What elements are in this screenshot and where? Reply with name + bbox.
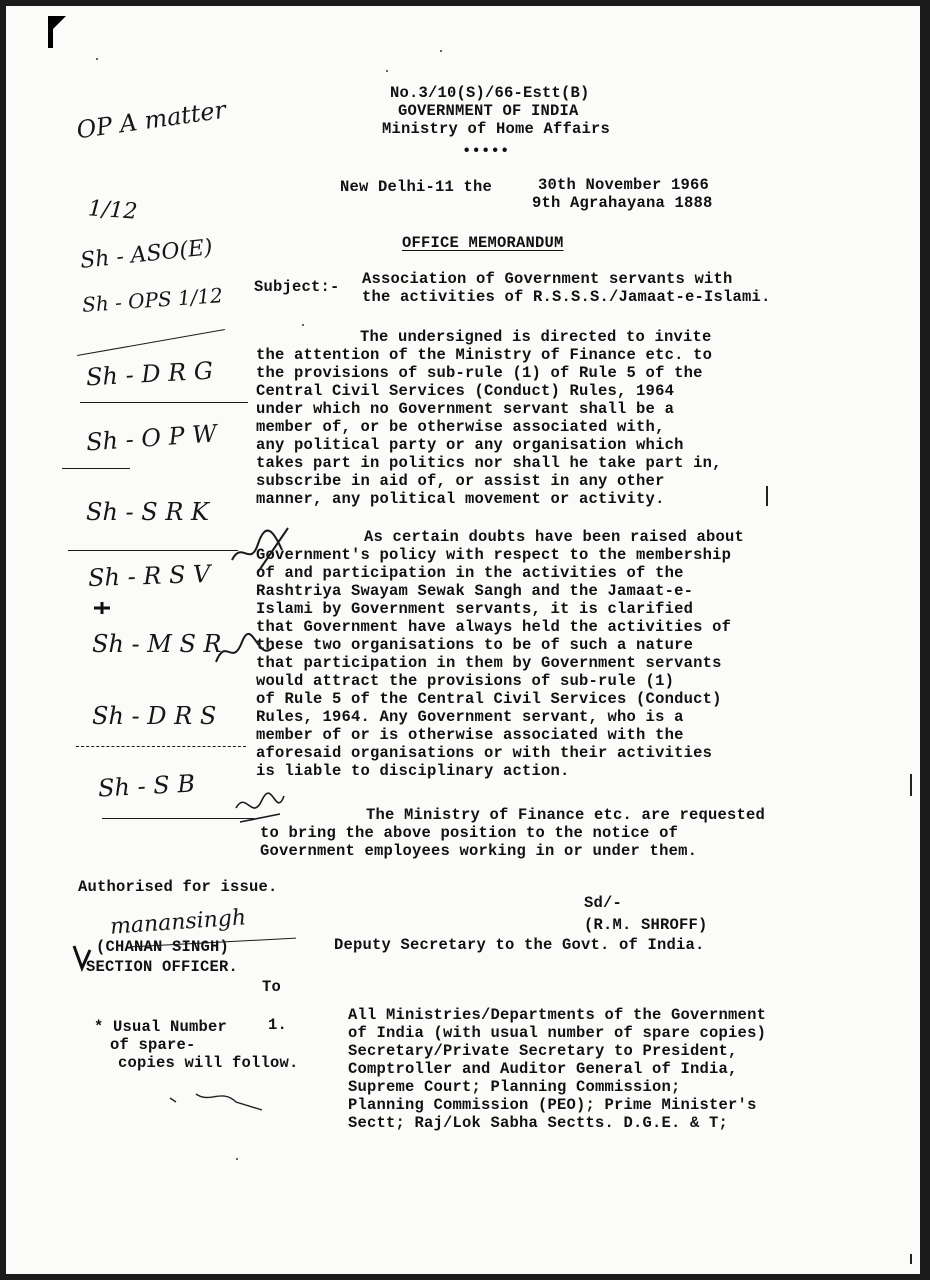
paragraph-1-line: The undersigned is directed to invite xyxy=(360,328,712,346)
addressee-line: Comptroller and Auditor General of India, xyxy=(348,1060,738,1078)
paragraph-2-line: aforesaid organisations or with their activities xyxy=(256,744,713,762)
paragraph-2-line: As certain doubts have been raised about xyxy=(364,528,745,546)
date-gregorian: 30th November 1966 xyxy=(538,176,710,194)
hand-stroke xyxy=(76,746,246,747)
handwritten-entry: Sh - M S R xyxy=(92,630,222,658)
signature-scribble-icon xyxy=(214,632,274,672)
handwritten-entry: Sh - D R G xyxy=(85,356,214,392)
signatory-designation: Deputy Secretary to the Govt. of India. xyxy=(334,936,705,954)
paragraph-2-line: Islami by Government servants, it is clarified xyxy=(256,600,694,618)
addressee-line: Secretary/Private Secretary to President, xyxy=(348,1042,738,1060)
paragraph-2-line: of and participation in the activities of the xyxy=(256,564,684,582)
handwritten-entry: Sh - ASO(E) xyxy=(79,235,214,274)
hand-stroke xyxy=(68,550,238,551)
sd-mark: Sd/- xyxy=(584,894,623,912)
paragraph-1-line: takes part in politics nor shall he take part in, xyxy=(256,454,722,472)
paragraph-3-line: Government employees working in or under them. xyxy=(260,842,698,860)
paragraph-1-line: the provisions of sub-rule (1) of Rule 5 of the xyxy=(256,364,703,382)
handwritten-note-top: OP A matter xyxy=(74,95,228,145)
paragraph-1-line: subscribe in aid of, or assist in any other xyxy=(256,472,665,490)
paper-speck xyxy=(96,58,98,60)
paragraph-1-line: any political party or any organisation which xyxy=(256,436,684,454)
handwritten-entry: Sh - D R S xyxy=(92,702,217,730)
header-separator: ••••• xyxy=(462,142,510,160)
authorised-for-issue: Authorised for issue. xyxy=(78,878,278,896)
paragraph-1-line: member of, or be otherwise associated with, xyxy=(256,418,665,436)
paragraph-1-line: under which no Government servant shall be a xyxy=(256,400,675,418)
hand-stroke xyxy=(77,329,225,356)
section-officer-title: SECTION OFFICER. xyxy=(86,958,239,976)
footnote-line: * Usual Number xyxy=(94,1018,228,1036)
paragraph-2-line: Government's policy with respect to the membership xyxy=(256,546,732,564)
addressee-line: Sectt; Raj/Lok Sabha Sectts. D.G.E. & T; xyxy=(348,1114,729,1132)
handwritten-entry: Sh - S B xyxy=(97,769,196,803)
paragraph-1-line: manner, any political movement or activity. xyxy=(256,490,665,508)
corner-scribble-icon xyxy=(166,1084,266,1114)
paragraph-2-line: these two organisations to be of such a nature xyxy=(256,636,694,654)
addressee-line: Supreme Court; Planning Commission; xyxy=(348,1078,681,1096)
paragraph-3-line: to bring the above position to the notice of xyxy=(260,824,679,842)
addressee-line: Planning Commission (PEO); Prime Minister's xyxy=(348,1096,757,1114)
initials-scribble-icon xyxy=(232,788,288,828)
cross-mark-icon xyxy=(92,598,112,618)
memorandum-page xyxy=(6,6,920,1274)
paragraph-2-line: Rashtriya Swayam Sewak Sangh and the Jamaat-e- xyxy=(256,582,694,600)
paragraph-2-line: member of or is otherwise associated with the xyxy=(256,726,684,744)
office-memorandum-title: OFFICE MEMORANDUM xyxy=(402,234,564,252)
handwritten-entry: Sh - S R K xyxy=(86,498,209,526)
paragraph-3-line: The Ministry of Finance etc. are requested xyxy=(366,806,766,824)
handwritten-initial-date: 1/12 xyxy=(87,196,139,225)
hand-stroke xyxy=(80,402,248,403)
paper-speck xyxy=(236,1158,238,1160)
subject-label: Subject:- xyxy=(254,278,340,296)
hand-stroke xyxy=(62,468,130,469)
paragraph-2-line: that participation in them by Government servants xyxy=(256,654,722,672)
margin-line-mark xyxy=(910,1254,912,1264)
signature-scribble-icon xyxy=(228,520,298,580)
footnote-line: copies will follow. xyxy=(118,1054,299,1072)
subject-line-1: Association of Government servants with xyxy=(362,270,733,288)
ministry-name: Ministry of Home Affairs xyxy=(382,120,611,138)
addressee-line: All Ministries/Departments of the Government xyxy=(348,1006,767,1024)
paper-speck xyxy=(302,324,304,326)
caret-mark-icon xyxy=(70,942,96,972)
paragraph-2-line: is liable to disciplinary action. xyxy=(256,762,570,780)
subject-line-2: the activities of R.S.S.S./Jamaat-e-Islami. xyxy=(362,288,771,306)
paragraph-2-line: Rules, 1964. Any Government servant, who is a xyxy=(256,708,684,726)
handwritten-signature: manansingh xyxy=(109,905,247,940)
to-label: To xyxy=(262,978,282,996)
place-line: New Delhi-11 the xyxy=(340,178,493,196)
handwritten-entry: Sh - R S V xyxy=(87,559,211,593)
signatory-name: (R.M. SHROFF) xyxy=(584,916,708,934)
file-number: No.3/10(S)/66-Estt(B) xyxy=(390,84,590,102)
paragraph-2-line: would attract the provisions of sub-rule (1) xyxy=(256,672,675,690)
paragraph-2-line: of Rule 5 of the Central Civil Services (Conduct) xyxy=(256,690,722,708)
addressee-number: 1. xyxy=(268,1016,288,1034)
paper-speck xyxy=(440,50,442,52)
paragraph-2-line: that Government have always held the activities of xyxy=(256,618,732,636)
date-saka: 9th Agrahayana 1888 xyxy=(532,194,713,212)
margin-line-mark xyxy=(766,486,768,506)
government-name: GOVERNMENT OF INDIA xyxy=(398,102,579,120)
paragraph-1-line: Central Civil Services (Conduct) Rules, 1964 xyxy=(256,382,675,400)
handwritten-entry: Sh - OPS 1/12 xyxy=(81,283,224,317)
margin-line-mark xyxy=(910,774,912,796)
paper-speck xyxy=(386,70,388,72)
footnote-line: of spare- xyxy=(110,1036,196,1054)
corner-mark-flag xyxy=(48,16,66,34)
handwritten-entry: Sh - O P W xyxy=(85,419,218,457)
section-officer-name: (CHANAN SINGH) xyxy=(96,938,230,956)
addressee-line: of India (with usual number of spare copies) xyxy=(348,1024,767,1042)
paragraph-1-line: the attention of the Ministry of Finance etc. to xyxy=(256,346,713,364)
